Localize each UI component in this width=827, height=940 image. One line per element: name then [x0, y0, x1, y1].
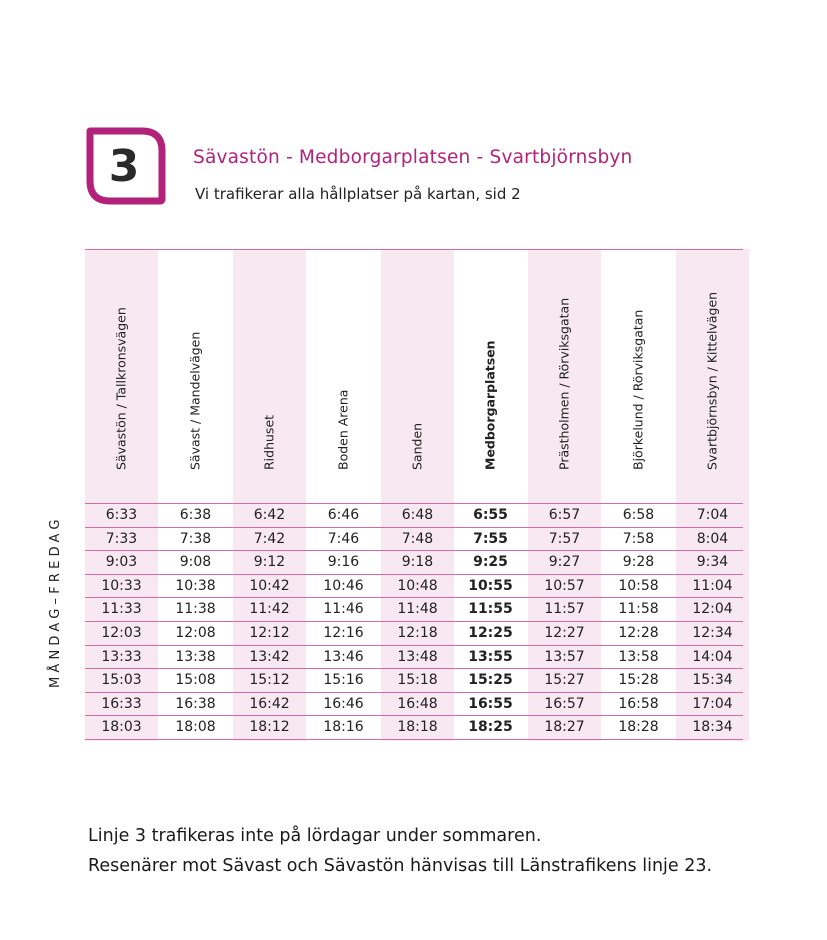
departure-time: 10:58 [618, 577, 659, 594]
departure-time: 12:12 [249, 625, 290, 641]
departure-time: 10:38 [175, 577, 216, 594]
departure-time: 16:42 [249, 695, 290, 712]
stop-header [307, 249, 380, 503]
departure-time: 13:48 [397, 648, 438, 665]
departure-time: 9:18 [401, 554, 434, 571]
timetable [85, 249, 743, 741]
departure-time: 10:57 [544, 577, 585, 594]
departure-time: 16:46 [323, 695, 364, 712]
stop-name: Sävastön / Tallkronsvägen [113, 307, 129, 470]
stop-header [85, 249, 158, 503]
departure-time: 9:16 [327, 554, 360, 571]
departure-time: 9:12 [253, 554, 286, 571]
departure-time: 16:33 [101, 695, 142, 712]
departure-time: 18:18 [397, 719, 438, 736]
departure-time: 18:08 [175, 719, 216, 736]
row-rule [85, 645, 743, 646]
departure-time: 13:55 [468, 648, 513, 665]
departure-time: 11:42 [249, 601, 290, 618]
departure-time: 18:03 [101, 719, 142, 736]
departure-time: 10:55 [468, 577, 513, 594]
departure-time: 15:34 [692, 672, 733, 689]
departure-time: 7:55 [473, 530, 508, 547]
departure-time: 10:46 [323, 577, 364, 594]
departure-time: 15:27 [544, 672, 585, 689]
departure-time: 15:16 [323, 672, 364, 689]
row-rule [85, 550, 743, 551]
departure-time: 12:25 [468, 625, 513, 641]
departure-time: 9:08 [179, 554, 212, 571]
row-rule [85, 668, 743, 669]
departure-time: 13:46 [323, 648, 364, 665]
departure-time: 12:18 [397, 625, 438, 641]
departure-time: 16:48 [397, 695, 438, 712]
stop-header [159, 249, 232, 503]
departure-time: 9:28 [622, 554, 655, 571]
note-line-23: Resenärer mot Sävast och Sävastön hänvisas till Länstrafikens linje 23. [88, 856, 713, 876]
departure-time: 9:27 [548, 554, 581, 571]
departure-time: 7:33 [105, 530, 138, 547]
departure-time: 11:38 [175, 601, 216, 618]
stop-header [602, 249, 675, 503]
departure-time: 18:12 [249, 719, 290, 736]
stop-name: Sävast / Mandelvägen [187, 331, 203, 470]
departure-time: 16:57 [544, 695, 585, 712]
stop-name: Sanden [409, 422, 425, 470]
departure-time: 18:28 [618, 719, 659, 736]
stop-header [528, 249, 601, 503]
departure-time: 6:48 [401, 507, 434, 523]
route-number: 3 [108, 140, 140, 192]
note-summer: Linje 3 trafikeras inte på lördagar under sommaren. [88, 826, 542, 846]
departure-time: 9:34 [696, 554, 729, 571]
row-rule [85, 715, 743, 716]
departure-time: 12:03 [101, 625, 142, 641]
stop-name: Boden Arena [335, 389, 351, 470]
departure-time: 12:08 [175, 625, 216, 641]
departure-time: 18:16 [323, 719, 364, 736]
departure-time: 15:18 [397, 672, 438, 689]
route-subtitle: Vi trafikerar alla hållplatser på kartan, sid 2 [195, 185, 521, 203]
stop-name: Prästholmen / Rörviksgatan [556, 297, 572, 470]
departure-time: 6:58 [622, 507, 655, 523]
row-rule [85, 574, 743, 575]
departure-time: 13:42 [249, 648, 290, 665]
departure-time: 9:25 [473, 554, 508, 571]
departure-time: 15:08 [175, 672, 216, 689]
departure-time: 15:12 [249, 672, 290, 689]
departure-time: 11:57 [544, 601, 585, 618]
departure-time: 13:57 [544, 648, 585, 665]
row-rule [85, 739, 743, 740]
departure-time: 12:28 [618, 625, 659, 641]
departure-time: 9:03 [105, 554, 138, 571]
departure-time: 7:38 [179, 530, 212, 547]
departure-time: 12:27 [544, 625, 585, 641]
stop-header [381, 249, 454, 503]
departure-time: 6:42 [253, 507, 286, 523]
departure-time: 18:25 [468, 719, 513, 736]
stop-name: Svartbjörnsbyn / Kittelvägen [704, 291, 720, 470]
departure-time: 13:38 [175, 648, 216, 665]
departure-time: 7:42 [253, 530, 286, 547]
departure-time: 11:46 [323, 601, 364, 618]
stop-name: Ridhuset [261, 414, 277, 470]
departure-time: 10:42 [249, 577, 290, 594]
departure-time: 6:46 [327, 507, 360, 523]
departure-time: 7:04 [696, 507, 729, 523]
departure-time: 16:55 [468, 695, 513, 712]
departure-time: 6:55 [473, 507, 508, 523]
departure-time: 15:28 [618, 672, 659, 689]
day-label: MÅNDAG–FREDAG [48, 515, 63, 688]
departure-time: 7:58 [622, 530, 655, 547]
departure-time: 15:03 [101, 672, 142, 689]
departure-time: 14:04 [692, 648, 733, 665]
stop-name: Medborgarplatsen [482, 340, 498, 470]
departure-time: 12:16 [323, 625, 364, 641]
row-rule [85, 621, 743, 622]
table-top-rule [85, 249, 743, 250]
departure-time: 7:57 [548, 530, 581, 547]
departure-time: 6:57 [548, 507, 581, 523]
departure-time: 16:38 [175, 695, 216, 712]
departure-time: 12:04 [692, 601, 733, 618]
row-rule [85, 692, 743, 693]
departure-time: 6:38 [179, 507, 212, 523]
departure-time: 18:27 [544, 719, 585, 736]
departure-time: 16:58 [618, 695, 659, 712]
departure-time: 10:33 [101, 577, 142, 594]
departure-time: 11:04 [692, 577, 733, 594]
stop-header [676, 249, 749, 503]
departure-time: 13:33 [101, 648, 142, 665]
row-rule [85, 597, 743, 598]
route-title: Sävastön - Medborgarplatsen - Svartbjörnsbyn [193, 147, 633, 168]
departure-time: 13:58 [618, 648, 659, 665]
departure-time: 12:34 [692, 625, 733, 641]
route-badge [86, 127, 166, 205]
departure-time: 7:46 [327, 530, 360, 547]
departure-time: 8:04 [696, 530, 729, 547]
departure-time: 11:48 [397, 601, 438, 618]
stop-header [454, 249, 527, 503]
departure-time: 11:58 [618, 601, 659, 618]
departure-time: 10:48 [397, 577, 438, 594]
row-rule [85, 527, 743, 528]
departure-time: 11:33 [101, 601, 142, 618]
header-rule [85, 503, 743, 504]
stop-header [233, 249, 306, 503]
departure-time: 18:34 [692, 719, 733, 736]
departure-time: 6:33 [105, 507, 138, 523]
stop-name: Björkelund / Rörviksgatan [630, 309, 646, 470]
departure-time: 7:48 [401, 530, 434, 547]
departure-time: 15:25 [468, 672, 513, 689]
departure-time: 11:55 [468, 601, 513, 618]
departure-time: 17:04 [692, 695, 733, 712]
